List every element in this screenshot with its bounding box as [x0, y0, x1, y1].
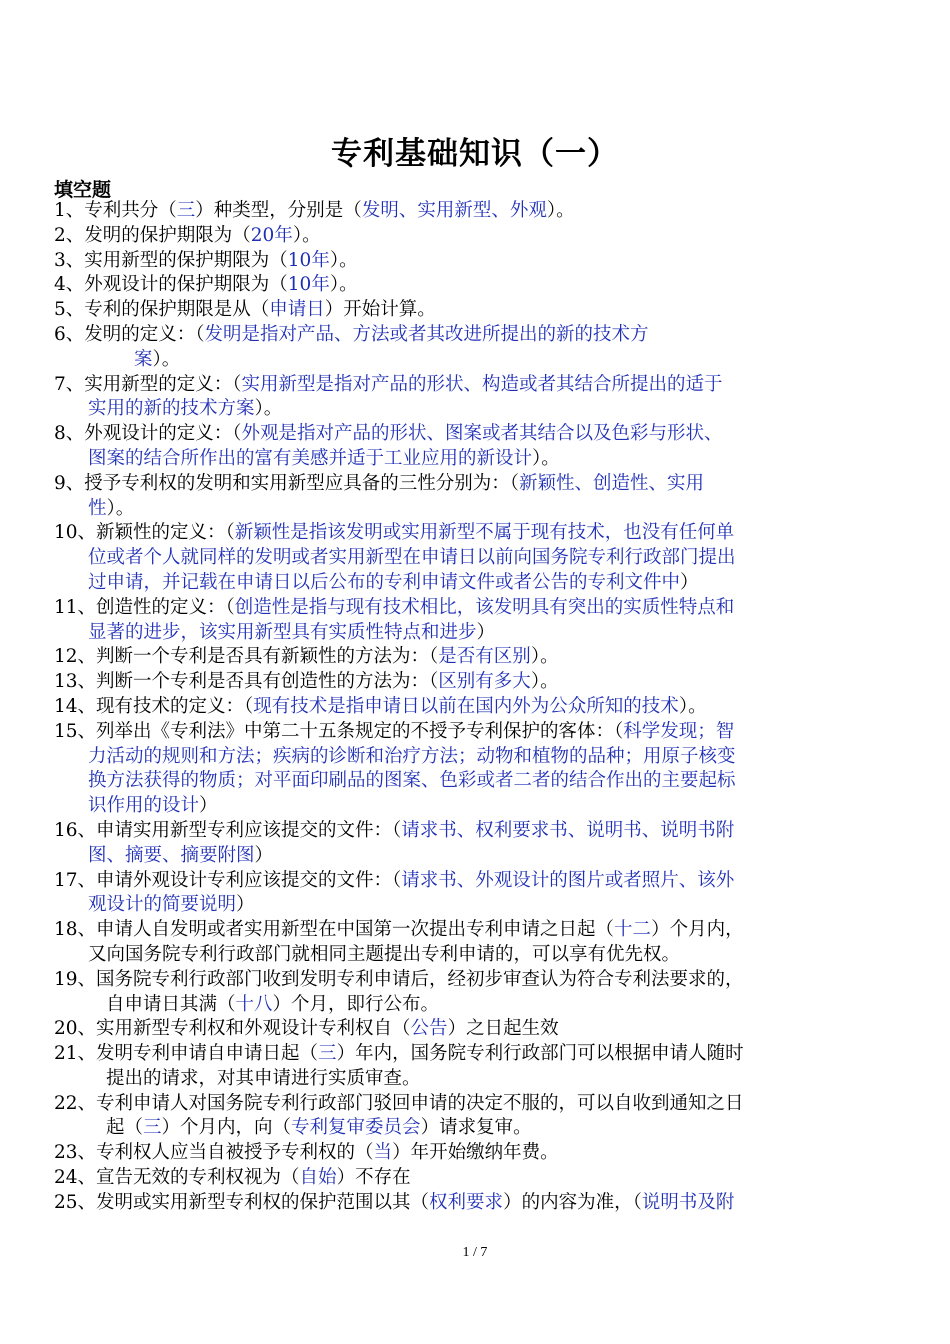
question-line — [54, 670, 892, 695]
answer-text: 外观是指对产品的形状、图案或者其结合以及色彩与形状、 — [241, 423, 723, 445]
section-heading: 填空题 — [54, 179, 112, 201]
answer-text: 新颖性、创造性、实用 — [519, 472, 705, 494]
question-line — [54, 348, 892, 373]
question-text: ）。 — [530, 671, 559, 693]
question-text: ）开始计算。 — [324, 299, 436, 321]
question-line — [54, 645, 892, 670]
question-item — [54, 323, 892, 373]
question-item — [54, 472, 892, 522]
answer-text: 请求书、外观设计的图片或者照片、该外 — [401, 869, 735, 891]
question-text: 8、外观设计的定义：（ — [54, 423, 242, 445]
question-line — [54, 521, 892, 546]
question-line — [54, 546, 892, 571]
question-line — [54, 472, 892, 497]
answer-text: 十二 — [614, 919, 652, 941]
question-text: 9、授予专利权的发明和实用新型应具备的三性分别为：（ — [54, 472, 520, 494]
question-line — [54, 893, 892, 918]
question-item — [54, 695, 892, 720]
question-text: ）请求复审。 — [420, 1117, 532, 1139]
question-item — [54, 273, 892, 298]
question-item — [54, 670, 892, 695]
answer-text: 图、摘要、摘要附图 — [88, 844, 255, 866]
answer-text: 创造性是指与现有技术相比，该发明具有突出的实质性特点和 — [234, 596, 735, 618]
question-text: 17、申请外观设计专利应该提交的文件：（ — [54, 869, 402, 891]
answer-text: 权利要求 — [429, 1191, 504, 1213]
question-line — [54, 497, 892, 522]
question-line — [54, 1191, 892, 1216]
answer-text: 识作用的设计 — [88, 795, 200, 817]
question-line — [54, 794, 892, 819]
answer-text: 专利复审委员会 — [291, 1117, 421, 1139]
answer-text: 发明、实用新型、外观 — [361, 200, 547, 221]
question-item — [54, 720, 892, 819]
question-text: 2、发明的保护期限为（ — [54, 224, 251, 246]
question-text: 19、国务院专利行政部门收到发明专利申请后，经初步审查认为符合专利法要求的， — [54, 968, 744, 990]
question-line — [54, 1116, 892, 1141]
answer-text: 区别有多大 — [438, 671, 531, 693]
question-text: ） — [254, 844, 274, 866]
question-item — [54, 645, 892, 670]
question-text: 6、发明的定义：（ — [54, 323, 205, 345]
question-text: 24、宣告无效的专利权视为（ — [54, 1167, 300, 1189]
answer-text: 自始 — [299, 1167, 337, 1189]
question-text: ）的内容为准，（ — [503, 1191, 642, 1213]
question-item — [54, 1042, 892, 1092]
answer-text: 力活动的规则和方法；疾病的诊断和治疗方法；动物和植物的品种；用原子核变 — [88, 745, 736, 767]
question-line — [54, 844, 892, 869]
question-text: ）个月内，向（ — [161, 1117, 292, 1139]
answer-text: 发明是指对产品、方法或者其改进所提出的新的技术方 — [204, 323, 649, 345]
question-item — [54, 249, 892, 274]
question-item — [54, 596, 892, 646]
question-text: 1、专利共分（ — [54, 200, 177, 221]
question-item — [54, 819, 892, 869]
question-line — [54, 224, 892, 249]
question-line — [54, 1166, 892, 1191]
question-line — [54, 1092, 892, 1117]
question-list — [54, 199, 892, 1216]
question-line — [54, 273, 892, 298]
question-text: 25、发明或实用新型专利权的保护范围以其（ — [54, 1191, 430, 1213]
question-line — [54, 745, 892, 770]
question-text: ）。 — [292, 224, 321, 246]
question-line — [54, 769, 892, 794]
question-text: ） — [476, 621, 496, 643]
question-text: 15、列举出《专利法》中第二十五条规定的不授予专利保护的客体：（ — [54, 720, 624, 742]
question-item — [54, 1191, 892, 1216]
question-line — [54, 422, 892, 447]
question-text: ）。 — [329, 274, 358, 296]
question-line — [54, 323, 892, 348]
question-text: ）。 — [678, 695, 707, 717]
answer-text: 申请日 — [269, 299, 325, 321]
answer-text: 科学发现；智 — [623, 720, 735, 742]
answer-text: 实用的新的技术方案 — [88, 398, 255, 420]
question-text: 21、发明专利申请自申请日起（ — [54, 1043, 319, 1065]
page-title: 专利基础知识（一） — [331, 136, 619, 172]
answer-text: 显著的进步，该实用新型具有实质性特点和进步 — [88, 621, 477, 643]
question-text: 23、专利权人应当自被授予专利权的（ — [54, 1142, 374, 1164]
question-text: ）。 — [106, 497, 135, 519]
question-text: ）种类型，分别是（ — [195, 200, 362, 221]
question-line — [54, 1017, 892, 1042]
question-line — [54, 943, 892, 968]
question-text: 又向国务院专利行政部门就相同主题提出专利申请的，可以享有优先权。 — [88, 943, 681, 965]
question-line — [54, 621, 892, 646]
question-text: ）个月内， — [651, 919, 744, 941]
question-text: ）不存在 — [336, 1167, 411, 1189]
question-text: 5、专利的保护期限是从（ — [54, 299, 270, 321]
question-item — [54, 521, 892, 595]
question-line — [54, 397, 892, 422]
question-line — [54, 1141, 892, 1166]
answer-text: 观设计的简要说明 — [88, 894, 237, 916]
question-text: ）。 — [546, 200, 575, 221]
answer-text: 图案的结合所作出的富有美感并适于工业应用的新设计 — [88, 447, 533, 469]
question-text: 14、现有技术的定义：（ — [54, 695, 254, 717]
question-text: 3、实用新型的保护期限为（ — [54, 249, 288, 271]
question-line — [54, 993, 892, 1018]
question-text: ） — [680, 571, 699, 593]
question-text: ）。 — [530, 646, 559, 668]
question-text: 16、申请实用新型专利应该提交的文件：（ — [54, 819, 402, 841]
question-item — [54, 199, 892, 224]
question-text: ）。 — [532, 447, 560, 469]
question-line — [54, 298, 892, 323]
answer-text: 现有技术是指申请日以前在国内外为公众所知的技术 — [253, 695, 679, 717]
question-text: ）。 — [329, 249, 358, 271]
question-line — [54, 819, 892, 844]
question-line — [54, 968, 892, 993]
answer-text: 20年 — [250, 224, 293, 246]
question-text: 22、专利申请人对国务院专利行政部门驳回申请的决定不服的，可以自收到通知之日 — [54, 1092, 744, 1114]
question-line — [54, 447, 892, 472]
question-line — [54, 199, 892, 224]
question-item — [54, 869, 892, 919]
answer-text: 公告 — [410, 1018, 448, 1040]
question-text: 自申请日其满（ — [106, 993, 236, 1015]
question-text: 10、新颖性的定义：（ — [54, 522, 235, 544]
question-item — [54, 1092, 892, 1142]
answer-text: 换方法获得的物质；对平面印刷品的图案、色彩或者二者的结合作出的主要起标 — [88, 770, 736, 792]
answer-text: 实用新型是指对产品的形状、构造或者其结合所提出的适于 — [241, 373, 723, 395]
question-text: 18、申请人自发明或者实用新型在中国第一次提出专利申请之日起（ — [54, 919, 615, 941]
question-item — [54, 968, 892, 1018]
question-line — [54, 1067, 892, 1092]
answer-text: 是否有区别 — [438, 646, 531, 668]
question-text: 4、外观设计的保护期限为（ — [54, 274, 288, 296]
answer-text: 请求书、权利要求书、说明书、说明书附 — [401, 819, 735, 841]
question-line — [54, 373, 892, 398]
question-item — [54, 918, 892, 968]
question-text: 11、创造性的定义：（ — [54, 596, 235, 618]
question-item — [54, 298, 892, 323]
answer-text: 三 — [176, 200, 196, 221]
question-line — [54, 571, 892, 596]
question-text: ）年内，国务院专利行政部门可以根据申请人随时 — [336, 1043, 744, 1065]
question-text: 20、实用新型专利权和外观设计专利权自（ — [54, 1018, 411, 1040]
question-item — [54, 1141, 892, 1166]
answer-text: 十八 — [235, 993, 273, 1015]
question-line — [54, 695, 892, 720]
answer-text: 当 — [373, 1142, 393, 1164]
question-line — [54, 918, 892, 943]
question-item — [54, 422, 892, 472]
question-text: 13、判断一个专利是否具有创造性的方法为：（ — [54, 671, 439, 693]
question-item — [54, 373, 892, 423]
question-line — [54, 249, 892, 274]
question-text: ）。 — [152, 348, 181, 370]
answer-text: 案 — [134, 348, 153, 370]
answer-text: 位或者个人就同样的发明或者实用新型在申请日以前向国务院专利行政部门提出 — [88, 547, 736, 569]
question-text: ）。 — [254, 398, 283, 420]
question-text: ）之日起生效 — [447, 1018, 559, 1040]
question-line — [54, 720, 892, 745]
answer-text: 新颖性是指该发明或实用新型不属于现有技术，也没有任何单 — [234, 522, 735, 544]
question-item — [54, 1166, 892, 1191]
question-text: 起（ — [106, 1117, 144, 1139]
question-item — [54, 224, 892, 249]
answer-text: 过申请，并记载在申请日以后公布的专利申请文件或者公告的专利文件中 — [88, 571, 681, 593]
question-text: ） — [236, 894, 255, 916]
question-text: 提出的请求，对其申请进行实质审查。 — [106, 1067, 421, 1089]
question-text: ）个月，即行公布。 — [272, 993, 440, 1015]
question-text: ） — [199, 795, 218, 817]
answer-text: 说明书及附 — [641, 1191, 735, 1213]
answer-text: 10年 — [287, 249, 330, 271]
answer-text: 三 — [143, 1117, 162, 1139]
question-text: 7、实用新型的定义：（ — [54, 373, 242, 395]
question-line — [54, 596, 892, 621]
answer-text: 三 — [318, 1043, 337, 1065]
question-text: 12、判断一个专利是否具有新颖性的方法为：（ — [54, 646, 439, 668]
question-line — [54, 869, 892, 894]
answer-text: 性 — [88, 497, 107, 519]
question-line — [54, 1042, 892, 1067]
question-item — [54, 1017, 892, 1042]
question-text: ）年开始缴纳年费。 — [392, 1142, 559, 1164]
page-number: 1 / 7 — [462, 1245, 488, 1260]
answer-text: 10年 — [287, 274, 330, 296]
